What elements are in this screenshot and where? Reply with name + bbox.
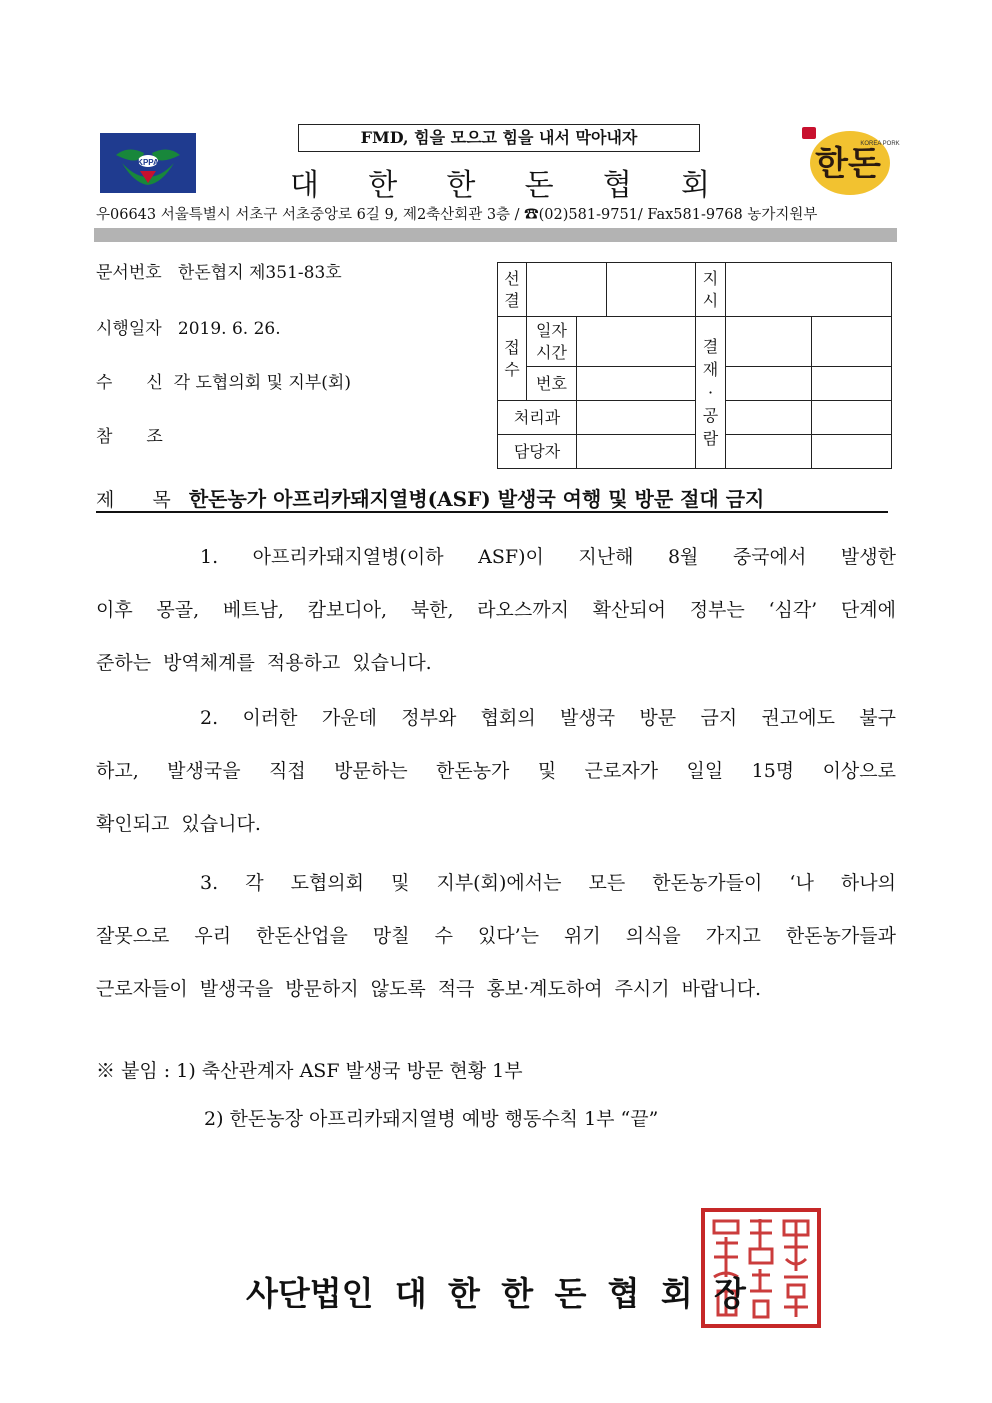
paragraph-3	[96, 857, 896, 1016]
word: 단계에	[840, 599, 896, 621]
word: 금지	[700, 707, 738, 729]
paragraph-line	[96, 692, 896, 745]
approval-cell: 결 재 · 공 람	[696, 317, 726, 469]
address-line: 우06643 서울특별시 서초구 서초중앙로 6길 9, 제2축산회관 3층 / ☎(02)581-9751/ Fax581-9768 농가지원부	[96, 207, 818, 223]
word: 하나의	[840, 872, 896, 894]
word: 이후	[96, 599, 133, 621]
word: 도협의회	[290, 872, 365, 894]
word: 방역체계를	[163, 652, 255, 674]
recipient: 각 도협의회 및 지부(회)	[173, 373, 351, 393]
approval-cell	[812, 435, 892, 469]
org-name-char: 회	[681, 168, 710, 203]
word: 한돈농가들과	[785, 925, 896, 947]
word: 있습니다.	[181, 813, 261, 835]
approval-cell: 처리과	[498, 401, 577, 435]
doc-number-label: 문서번호	[96, 263, 162, 283]
word: 협회의	[480, 707, 536, 729]
recipient-row	[96, 368, 351, 393]
word: 권고에도	[761, 707, 835, 729]
word: 방문	[639, 707, 677, 729]
signature-word: 사단법인	[246, 1274, 374, 1313]
word: 지난해	[578, 546, 634, 568]
subject-row	[96, 483, 764, 512]
word: 바랍니다.	[681, 978, 762, 1000]
paragraph-1	[96, 531, 896, 690]
word: 아프리카돼지열병(이하	[252, 546, 444, 568]
issue-date-row	[96, 314, 281, 339]
word: 근로자가	[584, 760, 659, 782]
word: 1.	[200, 546, 219, 568]
org-name-char: 한	[446, 168, 476, 203]
word: 가지고	[705, 925, 761, 947]
word: 한돈농가들이	[652, 872, 763, 894]
word: 발생국을	[199, 978, 274, 1000]
kppa-logo	[100, 133, 196, 193]
word: 않도록	[370, 978, 426, 1000]
word: 불구	[859, 707, 896, 729]
word: 일일	[686, 760, 724, 782]
word: 수	[434, 925, 453, 947]
word: 발생국	[560, 707, 616, 729]
korea-pork-logo	[798, 125, 900, 197]
approval-cell: 선 결	[498, 263, 527, 317]
word: 근로자들이	[96, 978, 188, 1000]
word: 모든	[588, 872, 626, 894]
word: 이러한	[242, 707, 298, 729]
word: 한돈농가	[436, 760, 510, 782]
attachment-line-2: 2) 한돈농장 아프리카돼지열병 예방 행동수칙 1부 “끝”	[204, 1108, 659, 1130]
issue-date: 2019. 6. 26.	[177, 319, 281, 339]
kppa-logo-text: KPPA	[137, 158, 159, 167]
approval-cell	[577, 367, 696, 401]
paragraph-line	[96, 910, 896, 963]
word: 적극	[437, 978, 475, 1000]
approval-table	[497, 262, 892, 469]
approval-cell: 번호	[527, 367, 577, 401]
word: ‘나	[789, 872, 814, 894]
word: 및	[537, 760, 557, 782]
reference-row	[96, 422, 163, 447]
approval-cell	[812, 317, 892, 367]
approval-cell: 지 시	[696, 263, 726, 317]
doc-number: 한돈협지 제351-83호	[177, 263, 342, 283]
approval-cell: 일자 시간	[527, 317, 577, 367]
approval-cell	[607, 263, 696, 317]
header-divider-bar	[94, 228, 897, 242]
word: 확인되고	[96, 813, 170, 835]
paragraph-line	[96, 745, 896, 798]
issue-date-label: 시행일자	[96, 319, 162, 339]
word: 15명	[751, 760, 795, 782]
approval-cell	[726, 367, 812, 401]
word: 각	[245, 872, 264, 894]
paragraph-2	[96, 692, 896, 851]
word: 적용하고	[266, 652, 341, 674]
word: 하고,	[96, 760, 139, 782]
reference-label: 참 조	[96, 427, 163, 447]
word: 있습니다.	[352, 652, 432, 674]
word: 준하는	[96, 652, 152, 674]
word: 몽골,	[156, 599, 200, 621]
word: 중국에서	[732, 546, 807, 568]
word: 직접	[269, 760, 306, 782]
word: 가운데	[321, 707, 377, 729]
korea-pork-logo-small: KOREA PORK	[860, 141, 900, 147]
word: ‘심각’	[768, 599, 818, 621]
word: 발생한	[840, 546, 896, 568]
signature-word: 장	[714, 1274, 746, 1313]
word: 및	[391, 872, 410, 894]
subject-title: 한돈농가 아프리카돼지열병(ASF) 발생국 여행 및 방문 절대 금지	[188, 487, 765, 511]
word: 우리	[194, 925, 232, 947]
paragraph-line	[96, 963, 896, 1016]
word: 발생국을	[167, 760, 241, 782]
signature-word: 돈	[554, 1274, 587, 1313]
word: 있다’는	[477, 925, 540, 947]
approval-cell	[726, 401, 812, 435]
org-name-char: 돈	[524, 168, 554, 203]
slogan-box: FMD, 힘을 모으고 힘을 내서 막아내자	[298, 124, 700, 152]
attachment-line-1: ※ 붙임 : 1) 축산관계자 ASF 발생국 방문 현황 1부	[96, 1060, 523, 1082]
signature-word: 한	[448, 1274, 480, 1313]
word: 정부와	[401, 707, 457, 729]
word: 라오스까지	[477, 599, 569, 621]
signature-word: 한	[501, 1274, 534, 1313]
word: 위기	[564, 925, 601, 947]
doc-number-row	[96, 258, 342, 283]
org-name	[290, 160, 710, 204]
recipient-label: 수 신	[96, 373, 163, 393]
word: 방문하는	[334, 760, 408, 782]
paragraph-line	[96, 637, 896, 690]
signature-word: 협	[607, 1274, 640, 1313]
word: 8월	[667, 546, 699, 568]
word: 확산되어	[592, 599, 667, 621]
word: 잘못으로	[96, 925, 170, 947]
word: 2.	[200, 707, 219, 729]
word: 북한,	[410, 599, 454, 621]
word: 의식을	[625, 925, 681, 947]
word: ASF)이	[478, 546, 544, 568]
approval-cell	[726, 263, 892, 317]
subject-underline	[96, 511, 888, 513]
approval-cell	[577, 435, 696, 469]
subject-label: 제 목	[96, 489, 171, 511]
word: 망칠	[372, 925, 410, 947]
paragraph-line	[96, 798, 896, 851]
approval-cell: 접 수	[498, 317, 527, 401]
word: 이상으로	[822, 760, 896, 782]
org-name-char: 한	[368, 168, 398, 203]
paragraph-line	[96, 584, 896, 637]
approval-cell	[577, 401, 696, 435]
paragraph-line	[96, 531, 896, 584]
signature-word: 대	[394, 1274, 427, 1313]
word: 홍보·계도하여	[486, 978, 603, 1000]
signature-line	[246, 1268, 746, 1315]
word: 정부는	[689, 599, 745, 621]
word: 캄보디아,	[307, 599, 388, 621]
approval-cell: 담당자	[498, 435, 577, 469]
approval-cell	[726, 435, 812, 469]
approval-cell	[812, 367, 892, 401]
paragraph-line	[96, 857, 896, 910]
word: 3.	[200, 872, 219, 894]
approval-cell	[812, 401, 892, 435]
approval-cell	[726, 317, 812, 367]
word: 주시기	[614, 978, 670, 1000]
org-name-char: 협	[602, 168, 632, 203]
word: 베트남,	[222, 599, 284, 621]
word: 한돈산업을	[256, 925, 348, 947]
org-name-char: 대	[290, 168, 319, 203]
approval-cell	[577, 317, 696, 367]
signature-word: 회	[660, 1274, 693, 1313]
word: 지부(회)에서는	[436, 872, 562, 894]
approval-cell	[527, 263, 607, 317]
word: 방문하지	[285, 978, 359, 1000]
korea-pork-logo-text: 한돈	[815, 144, 881, 184]
